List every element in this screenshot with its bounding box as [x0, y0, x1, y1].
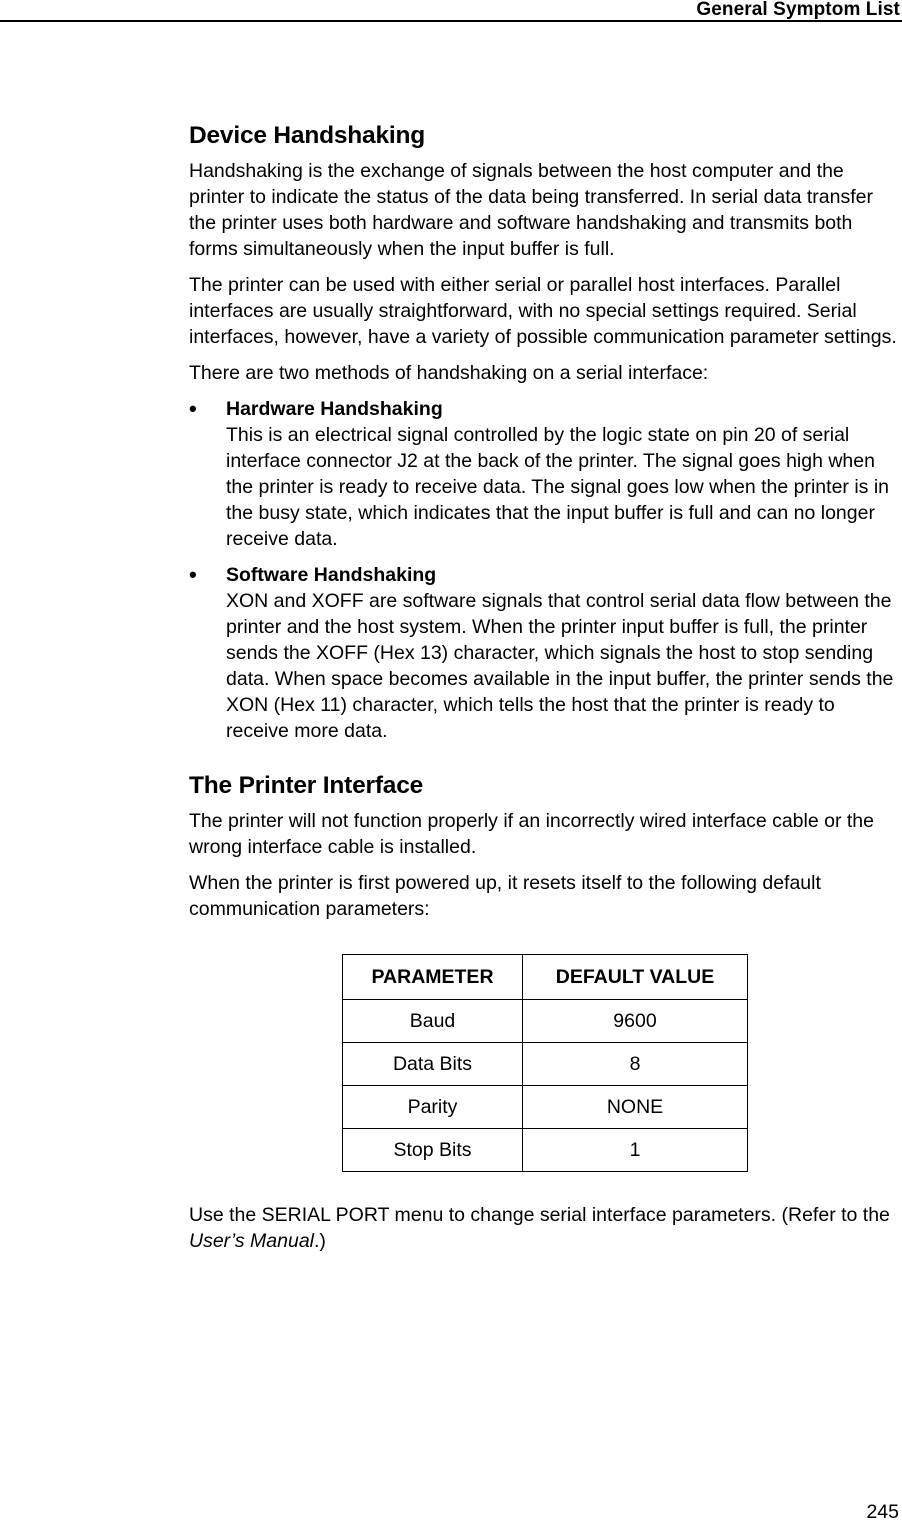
table-row [343, 1086, 748, 1129]
page-content [189, 120, 901, 1264]
table-cell: Parity [343, 1086, 523, 1129]
table-cell: 9600 [523, 1000, 748, 1043]
table-header-row [343, 955, 748, 1000]
bullet-title: Hardware Handshaking [226, 398, 443, 420]
bullet-text: XON and XOFF are software signals that control serial data flow between the printer and the host system. When the printer input buffer is full, the printer sends the XOFF (Hex 13) character, which signals the host to stop sending data. When space becomes available in the input buffer, the printer sends the XON (Hex 11) character, which tells the host that the printer is ready to receive more data. [226, 590, 894, 742]
table-cell: NONE [523, 1086, 748, 1129]
bullet-text: This is an electrical signal controlled by the logic state on pin 20 of serial interface connector J2 at the back of the printer. The signal goes high when the printer is ready to receive data. The signal goes low when the printer is in the busy state, which indicates that the input buffer is full and can no longer receive data. [226, 424, 889, 550]
bullet-icon: • [189, 396, 197, 421]
table-row [343, 1000, 748, 1043]
page-number: 245 [866, 1501, 899, 1523]
table-cell: Stop Bits [343, 1129, 523, 1172]
paragraph-default-parameters: When the printer is first powered up, it resets itself to the following default communication parameters: [189, 872, 821, 920]
handshaking-methods-list [189, 396, 901, 744]
paragraph-interfaces: The printer can be used with either serial or parallel host interfaces. Parallel interfaces are usually straightforward, with no special settings required. Serial interfaces, however, have a variety of possible communication parameter settings. [189, 274, 897, 348]
list-item-software-handshaking [189, 562, 901, 744]
text-segment: .) [314, 1230, 326, 1252]
table-cell: 1 [523, 1129, 748, 1172]
default-parameters-table [342, 954, 748, 1172]
header-rule [0, 20, 902, 22]
column-header-default-value: DEFAULT VALUE [523, 955, 748, 1000]
column-header-parameter: PARAMETER [343, 955, 523, 1000]
bullet-icon: • [189, 562, 197, 587]
list-item-hardware-handshaking [189, 396, 901, 552]
heading-device-handshaking: Device Handshaking [189, 122, 426, 149]
bullet-title: Software Handshaking [226, 564, 437, 586]
heading-printer-interface: The Printer Interface [189, 772, 424, 799]
text-segment: Use the SERIAL PORT menu to change serial interface parameters. (Refer to the [189, 1204, 890, 1226]
table-cell: Baud [343, 1000, 523, 1043]
table-cell: 8 [523, 1043, 748, 1086]
manual-title: User’s Manual [189, 1230, 314, 1252]
running-header-title: General Symptom List [696, 0, 900, 20]
table-row [343, 1129, 748, 1172]
paragraph-handshaking-definition: Handshaking is the exchange of signals between the host computer and the printer to indicate the status of the data being transferred. In serial data transfer the printer uses both hardware and software handshaking and transmits both forms simultaneously when the input buffer is full. [189, 160, 873, 260]
table-row [343, 1043, 748, 1086]
paragraph-serial-port-menu [189, 1202, 901, 1254]
table-cell: Data Bits [343, 1043, 523, 1086]
paragraph-cable-warning: The printer will not function properly if an incorrectly wired interface cable or the wrong interface cable is installed. [189, 810, 874, 858]
paragraph-two-methods: There are two methods of handshaking on a serial interface: [189, 362, 709, 384]
